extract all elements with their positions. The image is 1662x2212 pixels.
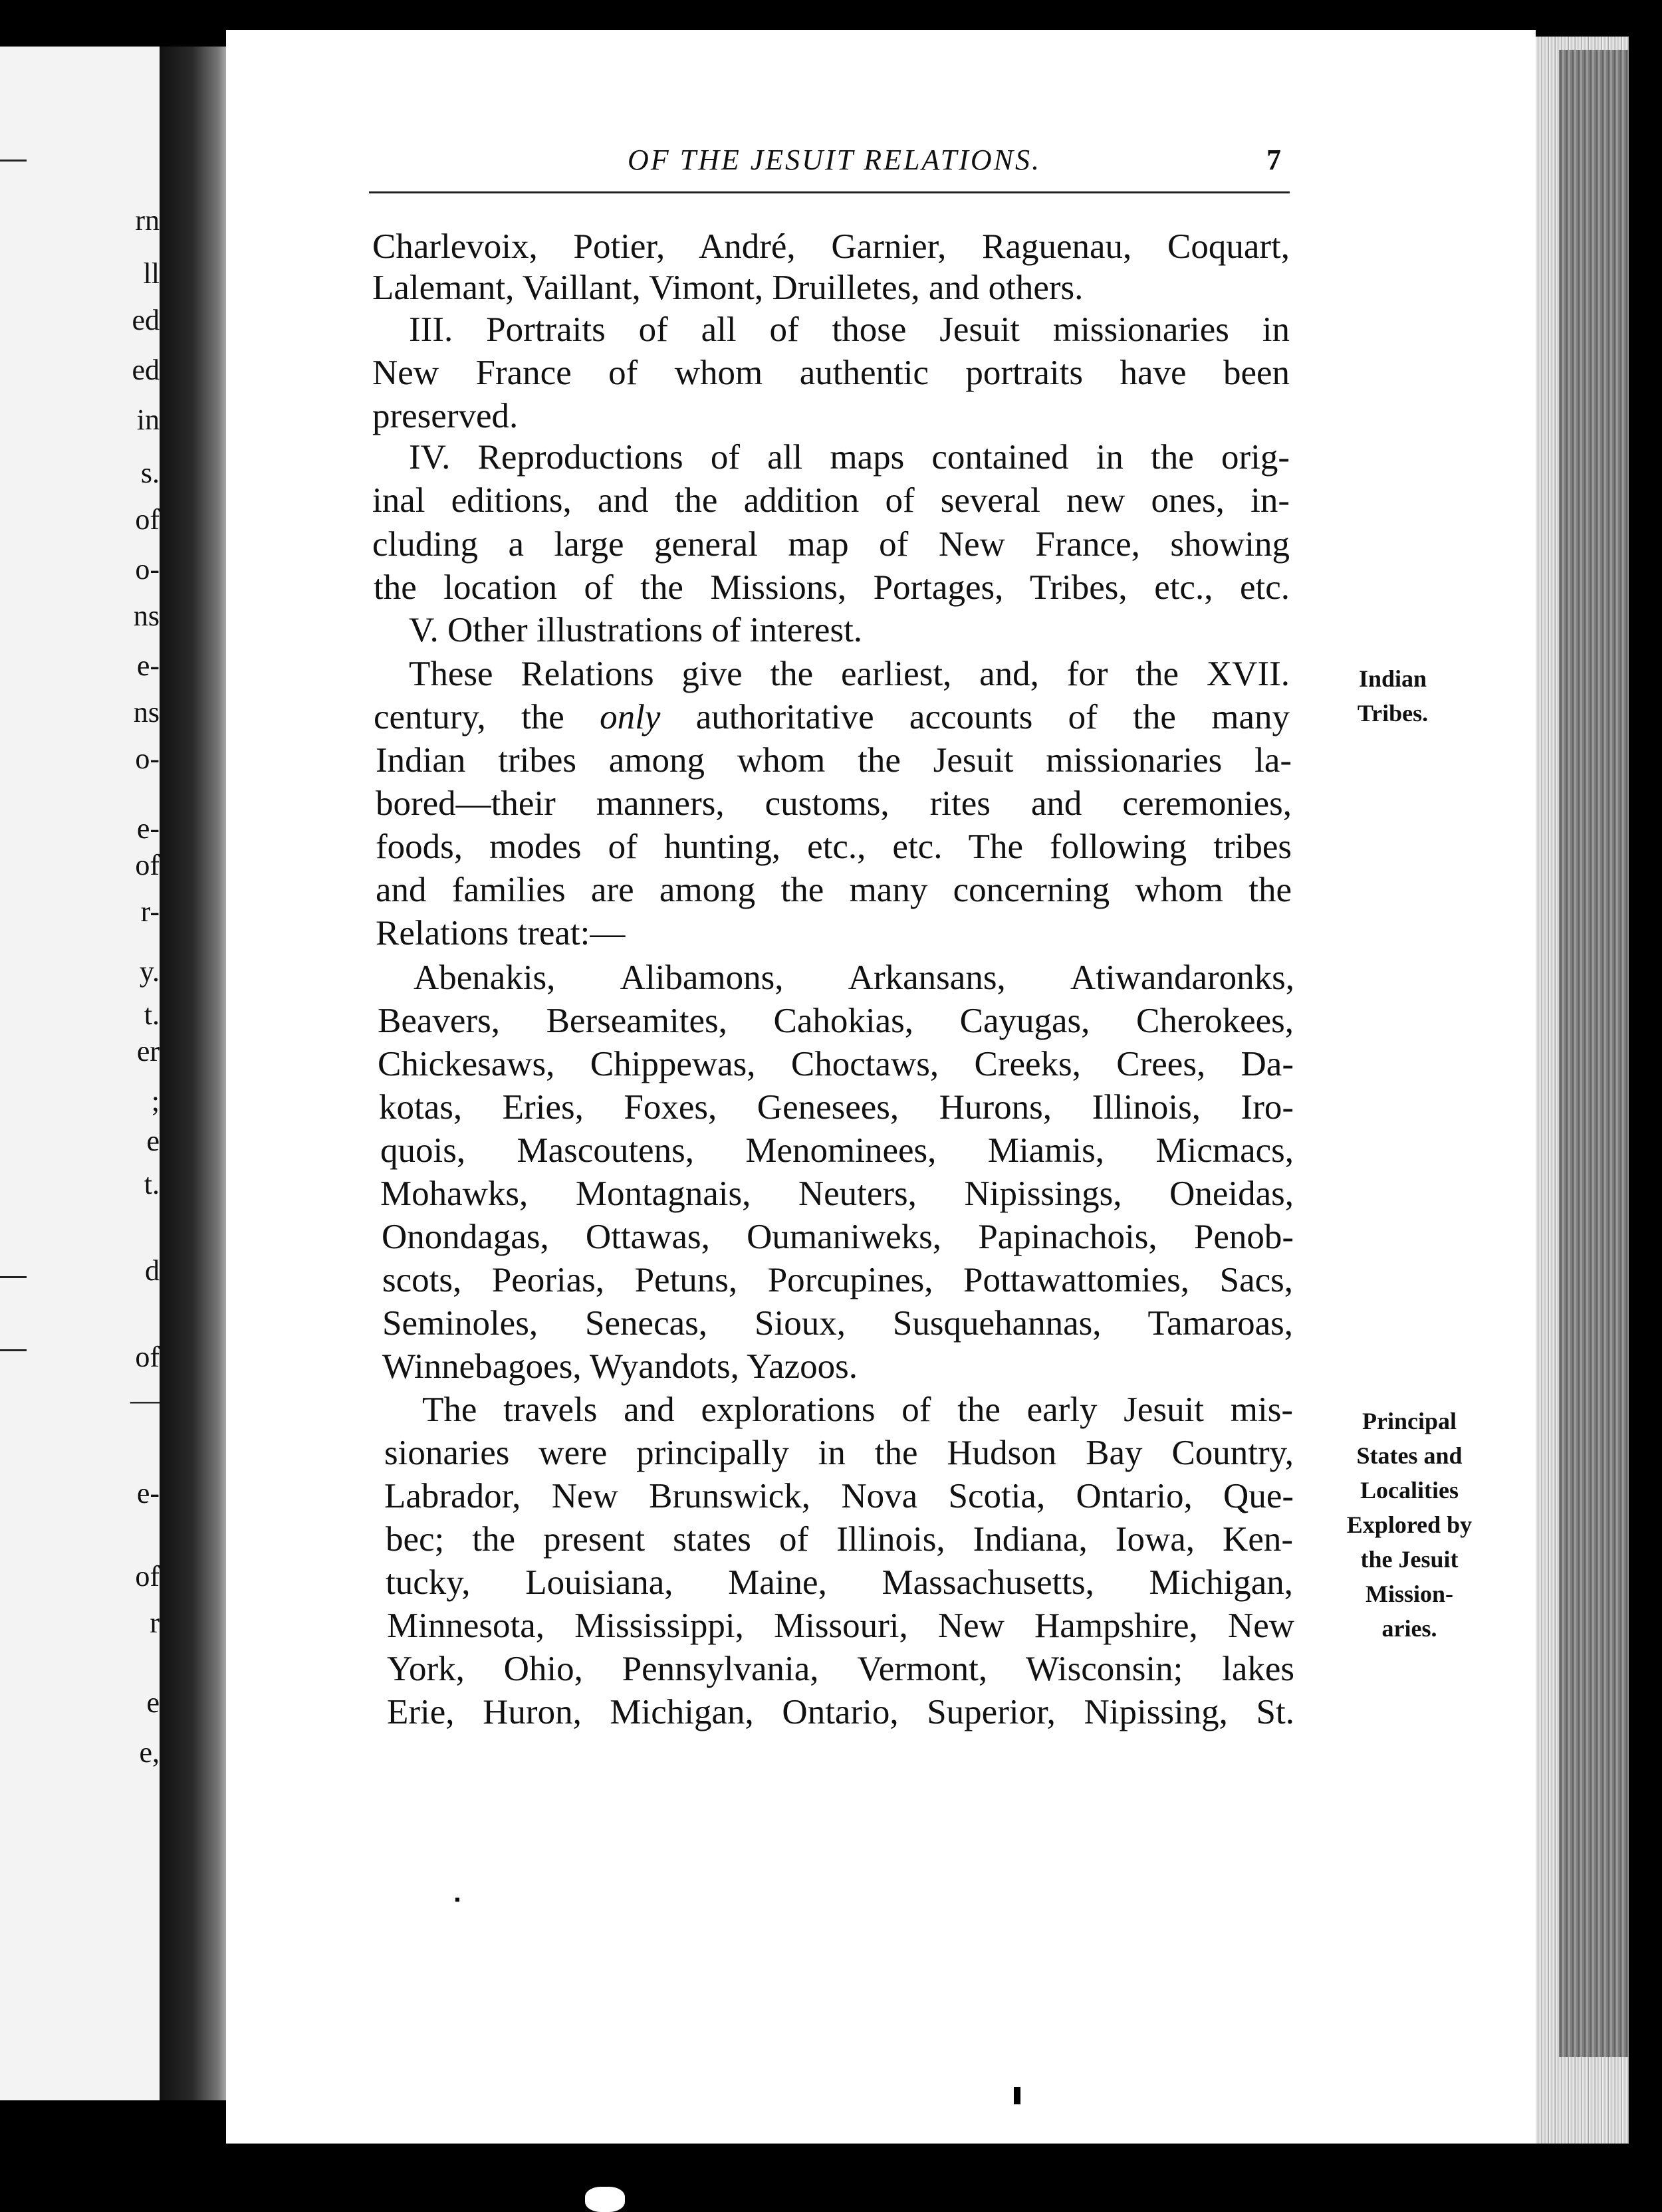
book-gutter (160, 47, 233, 2100)
facing-page-fragment: ; (151, 1085, 160, 1117)
body-line: V. Other illustrations of interest. (409, 611, 863, 649)
margin-note-line: Tribes. (1357, 700, 1429, 726)
facing-page-fragment: t. (144, 998, 160, 1031)
body-line: Beavers, Berseamites, Cahokias, Cayugas, Cherokees, (378, 1002, 1294, 1040)
scan-speck (455, 1898, 459, 1902)
page-edges-shadow (1559, 50, 1629, 2057)
body-line: The travels and explorations of the early Jesuit mis- (422, 1390, 1293, 1429)
facing-page-fragment: rn (135, 204, 160, 237)
body-line: York, Ohio, Pennsylvania, Vermont, Wisconsin; lakes (387, 1650, 1294, 1688)
facing-page-fragment: d (145, 1254, 160, 1287)
body-line: scots, Peorias, Petuns, Porcupines, Pottawattomies, Sacs, (382, 1261, 1293, 1299)
margin-note-line: aries. (1381, 1615, 1437, 1642)
body-line: kotas, Eries, Foxes, Genesees, Hurons, Illinois, Iro- (379, 1088, 1294, 1127)
body-line: These Relations give the earliest, and, for the XVII. (409, 655, 1290, 693)
facing-page-fragment: e (146, 1125, 160, 1157)
facing-page-fragment: o- (135, 553, 160, 586)
scan-blot (585, 2187, 625, 2212)
facing-page-fragment: — (130, 1384, 160, 1416)
body-line: preserved. (372, 397, 519, 435)
facing-page-rule (0, 1349, 27, 1351)
margin-note-line: Indian (1358, 665, 1427, 692)
body-line: Onondagas, Ottawas, Oumaniweks, Papinachois, Penob- (382, 1218, 1294, 1256)
body-line: cluding a large general map of New France, showing (372, 525, 1290, 564)
body-line: century, the only authoritative accounts of the many (374, 698, 1290, 736)
facing-page-rule (0, 160, 27, 162)
body-line: New France of whom authentic portraits have been (372, 354, 1290, 392)
margin-note-line: Explored by (1346, 1511, 1473, 1538)
body-line: foods, modes of hunting, etc., etc. The following tribes (376, 828, 1292, 866)
body-line: tucky, Louisiana, Maine, Massachusetts, Michigan, (386, 1563, 1293, 1602)
margin-note-line: Mission- (1365, 1581, 1453, 1607)
body-line: Labrador, New Brunswick, Nova Scotia, Ontario, Que- (384, 1477, 1294, 1515)
margin-note-principal-states (1320, 1404, 1499, 1646)
body-line: Mohawks, Montagnais, Neuters, Nipissings, Oneidas, (380, 1174, 1294, 1213)
facing-page-fragment: o- (135, 742, 160, 775)
facing-page-fragment: of (135, 503, 160, 536)
facing-page-fragment: e- (136, 1477, 160, 1509)
body-line: bored—their manners, customs, rites and ceremonies, (376, 784, 1292, 823)
facing-page-fragment: ll (143, 257, 160, 290)
body-line: Lalemant, Vaillant, Vimont, Druilletes, and others. (372, 269, 1084, 307)
body-line: Seminoles, Senecas, Sioux, Susquehannas, Tamaroas, (382, 1304, 1293, 1343)
facing-page-fragment: ed (132, 304, 160, 336)
scan-speck (1014, 2087, 1020, 2104)
facing-page-fragment: e, (139, 1736, 160, 1769)
body-line: bec; the present states of Illinois, Indiana, Iowa, Ken- (386, 1520, 1293, 1559)
facing-page-fragment: e (146, 1686, 160, 1719)
body-line: Winnebagoes, Wyandots, Yazoos. (382, 1347, 858, 1386)
facing-page-fragment: of (135, 1341, 160, 1373)
facing-page-fragment: er (136, 1035, 160, 1067)
body-line: IV. Reproductions of all maps contained in the orig- (409, 438, 1290, 477)
body-line: inal editions, and the addition of several new ones, in- (372, 481, 1290, 520)
body-line: Erie, Huron, Michigan, Ontario, Superior, Nipissing, St. (387, 1693, 1294, 1731)
facing-page-fragment: ns (133, 600, 160, 632)
facing-page-fragment: ns (133, 696, 160, 728)
body-line: sionaries were principally in the Hudson Bay Country, (384, 1434, 1294, 1472)
facing-page-fragment: of (135, 1560, 160, 1593)
facing-page-fragment: s. (140, 457, 160, 489)
facing-page-fragment: y. (139, 955, 160, 988)
body-line: Indian tribes among whom the Jesuit missionaries la- (376, 741, 1292, 780)
body-line: the location of the Missions, Portages, Tribes, etc., etc. (374, 568, 1290, 607)
body-line: quois, Mascoutens, Menominees, Miamis, Micmacs, (380, 1131, 1294, 1170)
body-line: Chickesaws, Chippewas, Choctaws, Creeks, Crees, Da- (378, 1045, 1294, 1083)
margin-note-line: Localities (1360, 1477, 1459, 1503)
margin-note-line: the Jesuit (1360, 1546, 1459, 1573)
margin-note-line: Principal (1362, 1408, 1457, 1434)
facing-page-fragment: ed (132, 354, 160, 386)
body-line: Charlevoix, Potier, André, Garnier, Raguenau, Coquart, (372, 227, 1290, 266)
page-number: 7 (1266, 144, 1281, 176)
body-line: and families are among the many concerning whom the (376, 871, 1292, 909)
margin-note-line: States and (1356, 1442, 1463, 1469)
body-line: III. Portraits of all of those Jesuit missionaries in (409, 310, 1290, 349)
header-rule (369, 191, 1290, 193)
body-line: Abenakis, Alibamons, Arkansans, Atiwandaronks, (414, 958, 1294, 997)
facing-page-fragment: in (136, 403, 160, 436)
facing-page-fragment: of (135, 849, 160, 881)
facing-page-fragment: r- (140, 895, 160, 928)
facing-page-fragment: t. (144, 1168, 160, 1200)
facing-page-fragment: e- (136, 812, 160, 845)
facing-page-rule (0, 1276, 27, 1278)
margin-note-indian-tribes (1336, 661, 1449, 730)
facing-page-fragment: e- (136, 649, 160, 682)
body-line: Minnesota, Mississippi, Missouri, New Hampshire, New (387, 1606, 1294, 1645)
facing-page-left (0, 47, 169, 2100)
facing-page-fragment: r (150, 1606, 160, 1639)
running-title: OF THE JESUIT RELATIONS. (628, 144, 1041, 176)
italic-emphasis: only (600, 698, 661, 736)
body-line: Relations treat:— (376, 914, 626, 952)
